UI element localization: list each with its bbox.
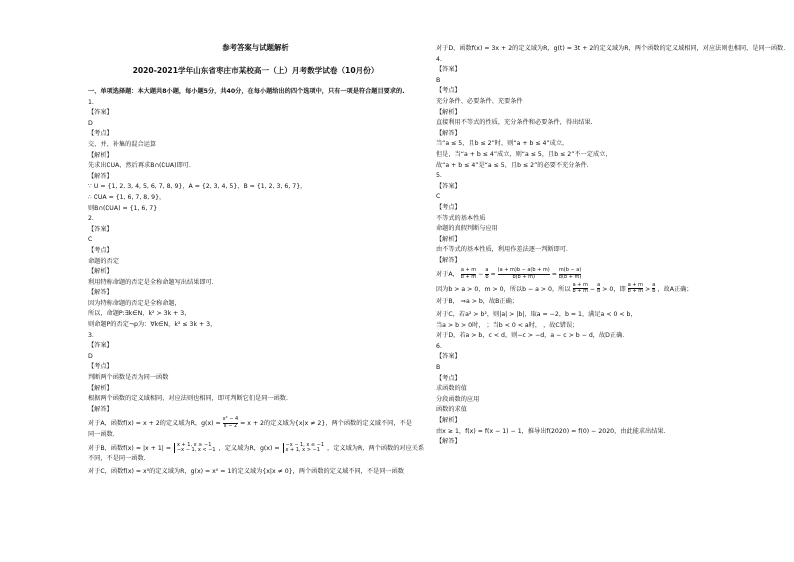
text: 当a > b > 0时， [436, 321, 485, 329]
piecewise [174, 443, 216, 453]
text: > 0，即 [602, 285, 626, 293]
denominator: b + m [627, 288, 644, 295]
knowledge-heading: 【考点】 [88, 363, 113, 371]
question-number: 5. [436, 172, 442, 180]
knowledge-point: 函数的求值 [436, 406, 467, 414]
question-5 [436, 171, 772, 342]
answer-heading: 【答案】 [88, 225, 113, 233]
case: −x − 1, x < −1 [176, 446, 216, 453]
solution-line-b [436, 297, 772, 308]
solution-line-c: 对于C，函数f(x) = x⁰的定义域为R，g(x) = x⁰ = 1的定义域为{x|x ≠ 0}，两个函数的定义域不同，不是同一函数 [88, 467, 404, 475]
case: x + 1, x > −1 [285, 446, 320, 453]
answer: B [436, 364, 441, 372]
analysis-heading: 【解析】 [436, 235, 461, 243]
solution-line-a [436, 268, 772, 281]
denominator: b(b + m) [558, 273, 582, 280]
numerator: (a + m)b − a(b + m) [497, 267, 550, 274]
solution-line: 则命题P的否定¬p为：∀k∈N，k² ≤ 3k + 3， [88, 321, 217, 329]
analysis-heading: 【解析】 [436, 108, 461, 116]
knowledge-heading: 【考点】 [88, 130, 113, 138]
knowledge-point: 交、并、补集的混合运算 [88, 140, 157, 148]
text: 对于A，函数f(x) = x + 2的定义域为R，g(x) = [88, 420, 221, 428]
solution-heading: 【解答】 [88, 405, 113, 413]
solution-line [436, 321, 772, 332]
knowledge-point: 命题的否定 [88, 257, 119, 265]
fraction [559, 268, 582, 280]
question-4 [436, 55, 772, 172]
solution-line-d: 对于D，若a > b，c < d，则−c > −d，a − c > b − d，故D正确. [436, 332, 625, 340]
answer-heading: 【答案】 [436, 182, 461, 190]
text: ，定义域为R，两个函数的对应关系 [327, 444, 425, 452]
solution-line: 所以，命题P:∃k∈N，k² > 3k + 3， [88, 310, 191, 318]
analysis: 根据两个函数的定义域相同，对应法则也相同，即可判断它们是同一函数. [88, 395, 288, 403]
numerator: m(b − a) [558, 267, 582, 274]
question-3 [88, 331, 423, 478]
analysis: 由不等式的基本性质，利用作差法逐一判断即可. [436, 246, 568, 254]
question-6 [436, 342, 772, 448]
fraction [223, 417, 239, 429]
numerator: a + m [627, 281, 644, 288]
solution-heading: 【解答】 [436, 256, 461, 264]
text: 对于A， [436, 271, 459, 279]
analysis: 直接利用不等式的性质，充分条件和必要条件，得出结果. [436, 119, 593, 127]
section-heading: 一、单项选择题：本大题共8小题，每小题5分，共40分，在每小题给出的四个选项中，只有一项是符合题目要求的. [88, 88, 405, 95]
right-column [436, 44, 786, 448]
analysis-heading: 【解析】 [88, 384, 113, 392]
analysis: 由x ≥ 1，f(x) = f(x − 1) − 1，推导出f(2020) = f(0) − 2020，由此能求出结果. [436, 427, 666, 435]
left-column [88, 87, 423, 477]
solution-line: 同一函数. [88, 430, 115, 438]
text: ；当b < 0 < a时， [486, 321, 542, 329]
text: ，故C错误； [543, 321, 579, 329]
question-1 [88, 98, 423, 215]
text: ，定义域为R，g(x) = [218, 444, 280, 452]
text: 因为b > a > 0，m > 0，所以b − a > 0，所以 [436, 285, 571, 293]
question-2 [88, 214, 423, 331]
answer: C [436, 193, 441, 201]
page-title: 参考答案与试题解析 [222, 43, 289, 52]
numerator: a [652, 281, 656, 288]
denominator: b [485, 273, 489, 280]
answer: C [88, 236, 93, 244]
solution-line-b [88, 443, 423, 455]
fraction [485, 268, 488, 280]
knowledge-heading: 【考点】 [436, 87, 461, 95]
question-number: 4. [436, 55, 442, 63]
knowledge-point: 不等式的基本性质 [436, 214, 486, 222]
solution-heading: 【解答】 [88, 289, 113, 297]
analysis: 利用特称命题的否定是全称命题写出结果即可. [88, 278, 214, 286]
analysis: 先求出∁UA，然后再求B∩(∁UA)即可. [88, 162, 191, 170]
analysis-heading: 【解析】 [88, 268, 113, 276]
text: ⇒a > b，故B正确； [460, 298, 518, 306]
text: 对于B，函数f(x) = |x + 1| = [88, 444, 172, 452]
solution-heading: 【解答】 [436, 438, 461, 446]
knowledge-point: 求函数的值 [436, 385, 467, 393]
question-number: 6. [436, 342, 442, 350]
question-number: 3. [88, 331, 94, 339]
analysis-heading: 【解析】 [436, 417, 461, 424]
denominator: b + m [460, 273, 477, 280]
solution-line-a [88, 417, 423, 430]
exam-title: 2020-2021学年山东省枣庄市某校高一（上）月考数学试卷（10月份） [132, 66, 379, 75]
analysis-heading: 【解析】 [88, 151, 113, 159]
knowledge-heading: 【考点】 [88, 246, 113, 254]
fraction [573, 283, 588, 295]
denominator: x − 2 [223, 422, 238, 429]
numerator: a + m [572, 281, 588, 288]
text: − [478, 271, 484, 279]
answer-heading: 【答案】 [88, 109, 113, 117]
solution-line: 不同，不是同一函数. [88, 455, 146, 463]
solution-line: 因为b > a > 0，m > 0，所以b − a > 0，所以 $\frac{a + m}{b + m}$ − $\frac{a}{b}$ > 0，即 $\frac{a + m}{b + m}$ > $\frac{a}{b}$ ，故A正确； [436, 281, 693, 295]
denominator: b(b + m) [498, 274, 550, 280]
fraction [597, 283, 600, 295]
case: x + 1, x ≥ −1 [176, 441, 212, 448]
answer: B [436, 76, 441, 84]
answer-heading: 【答案】 [436, 353, 461, 361]
solution-line: 故“a + b ≤ 4”是“a ≤ 5，且b ≤ 2”的必要不充分条件. [436, 161, 589, 169]
solution-line: ∵ U = {1, 2, 3, 4, 5, 6, 7, 8, 9}，A = {2, 3, 4, 5}，B = {1, 2, 3, 6, 7}， [88, 183, 307, 191]
text: = [490, 271, 496, 279]
text: − [589, 285, 596, 293]
text: = [551, 271, 557, 279]
answer: D [88, 352, 93, 360]
fraction [628, 283, 643, 295]
numerator: a + m [460, 267, 477, 274]
fraction [498, 268, 550, 280]
numerator: a [597, 281, 601, 288]
denominator: b [652, 288, 656, 295]
solution-line-c: 对于C，若a² > b²，则|a| > |b|，取a = −2，b = 1，满足a < 0 < b， [436, 311, 637, 319]
knowledge-point: 判断两个函数是否为同一函数 [88, 374, 169, 382]
fraction [461, 268, 476, 280]
denominator: b + m [572, 288, 588, 295]
solution-line: 但是，当“a + b ≤ 4”成立，则“a ≤ 5，且b ≤ 2”不一定成立， [436, 150, 612, 158]
solution-heading: 【解答】 [436, 129, 461, 137]
solution-line: 则B∩(∁UA) = {1, 6, 7} [88, 204, 158, 212]
text: = x + 2的定义域为{x|x ≠ 2}，两个函数的定义域不同，不是 [240, 420, 412, 428]
knowledge-point: 充分条件、必要条件、充要条件 [436, 97, 523, 105]
knowledge-heading: 【考点】 [436, 203, 461, 211]
case: −x − 1, x ≤ −1 [285, 441, 325, 448]
text: 对于B， [436, 298, 459, 306]
question-number: 2. [88, 215, 94, 223]
answer-heading: 【答案】 [436, 66, 461, 74]
knowledge-heading: 【考点】 [436, 374, 461, 382]
answer: D [88, 119, 93, 127]
knowledge-point: 分段函数的应用 [436, 395, 480, 403]
solution-line: ∴ ∁UA = {1, 6, 7, 8, 9}， [88, 193, 166, 201]
solution-line-d: 对于D，函数f(x) = 3x + 2的定义域为R，g(t) = 3t + 2的定义域为R，两个函数的定义域相同，对应法则也相同，是同一函数. [436, 45, 786, 52]
solution-line: 当“a ≤ 5，且b ≤ 2”时，则“a + b ≤ 4”成立， [436, 140, 569, 148]
solution-line: 因为特称命题的否定是全称命题， [88, 299, 181, 307]
denominator: b [597, 288, 601, 295]
piecewise [283, 443, 325, 453]
solution-heading: 【解答】 [88, 172, 113, 180]
numerator: a [485, 267, 489, 274]
fraction [652, 283, 655, 295]
answer-heading: 【答案】 [88, 342, 113, 350]
text: ，故A正确； [657, 285, 693, 293]
numerator: x² − 4 [222, 416, 239, 423]
question-number: 1. [88, 98, 94, 106]
knowledge-point: 命题的真假判断与应用 [436, 225, 498, 233]
